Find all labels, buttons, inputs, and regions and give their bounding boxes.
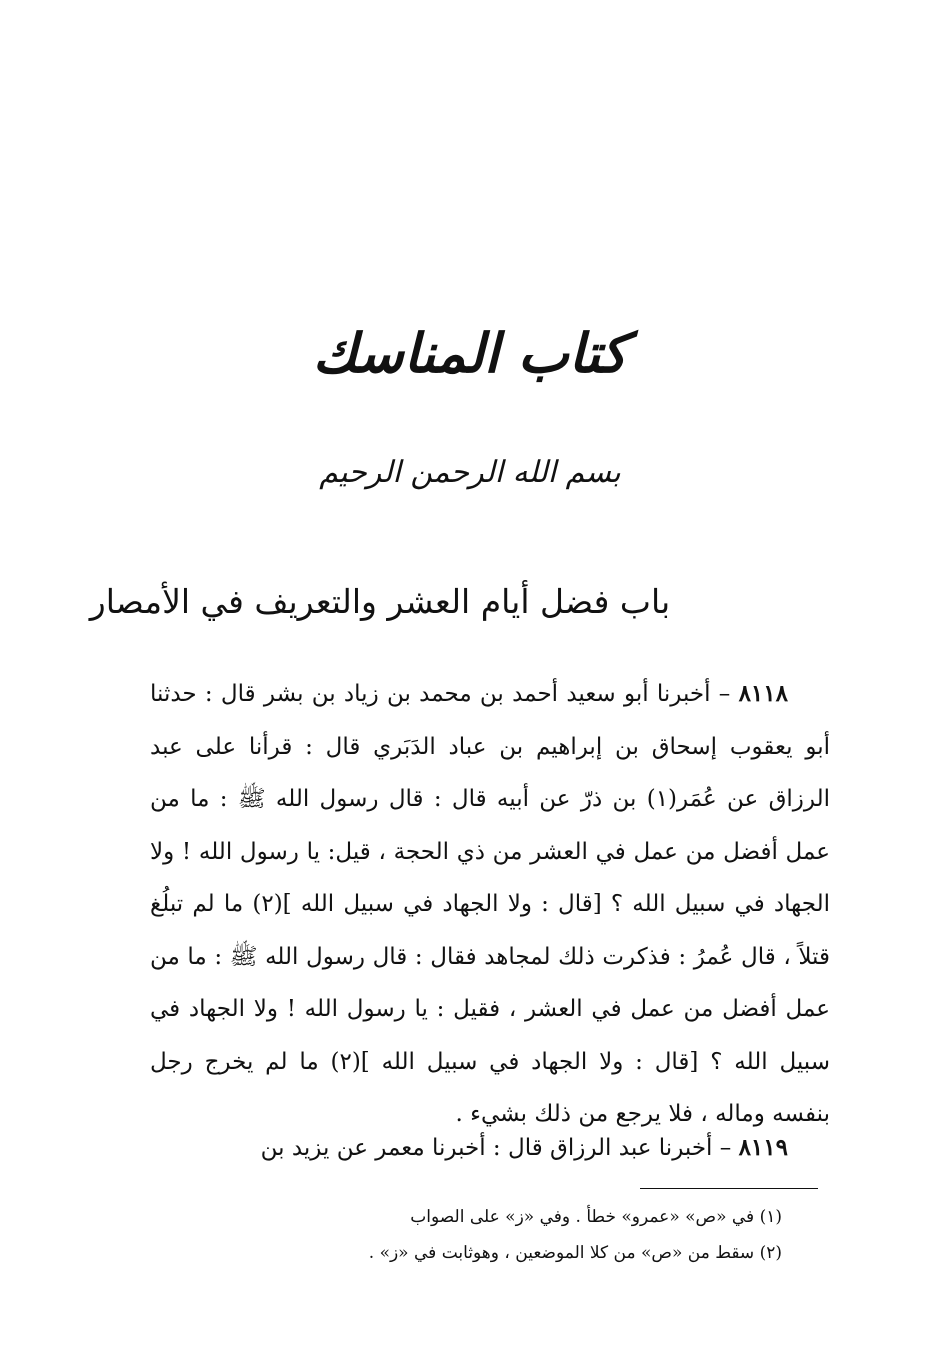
hadith-number: ٨١١٩ xyxy=(738,1134,788,1161)
footnote: (٢) سقط من «ص» من كلا الموضعين ، وهوثابت في «ز» . xyxy=(368,1243,782,1263)
hadith-paragraph xyxy=(150,668,830,1141)
hadith-number: ٨١١٨ xyxy=(738,680,788,707)
chapter-heading: باب فضل أيام العشر والتعريف في الأمصار xyxy=(89,582,671,621)
footnote-divider xyxy=(640,1188,818,1189)
hadith-text: – أخبرنا عبد الرزاق قال : أخبرنا معمر عن يزيد بن xyxy=(260,1135,732,1161)
footnote: (١) في «ص» «عمرو» خطأ . وفي «ز» على الصواب xyxy=(410,1207,782,1227)
book-title: كتاب المناسك xyxy=(312,322,628,385)
basmala: بسم الله الرحمن الرحيم xyxy=(319,455,621,490)
hadith-paragraph xyxy=(150,1122,830,1175)
hadith-text: – أخبرنا أبو سعيد أحمد بن محمد بن زياد بن بشر قال : حدثنا أبو يعقوب إسحاق بن إبراهيم بن عباد الدَبَري قال : قرأنا على عبد الرزاق عن عُمَر(١) بن ذرّ عن أبيه قال : قال رسول الله ﷺ : ما من عمل أفضل من عمل في العشر من ذي الحجة ، قيل: يا رسول الله ! ولا الجهاد في سبيل الله ؟ [قال : ولا الجهاد في سبيل الله ](٢) ما لم تبلُغ قتلاً ، قال عُمرُ : فذكرت ذلك لمجاهد فقال : قال رسول الله ﷺ : ما من عمل أفضل من عمل في العشر ، فقيل : يا رسول الله ! ولا الجهاد في سبيل الله ؟ [قال : ولا الجهاد في سبيل الله ](٢) ما لم يخرج رجل بنفسه وماله ، فلا يرجع من ذلك بشيء . xyxy=(150,681,831,1127)
